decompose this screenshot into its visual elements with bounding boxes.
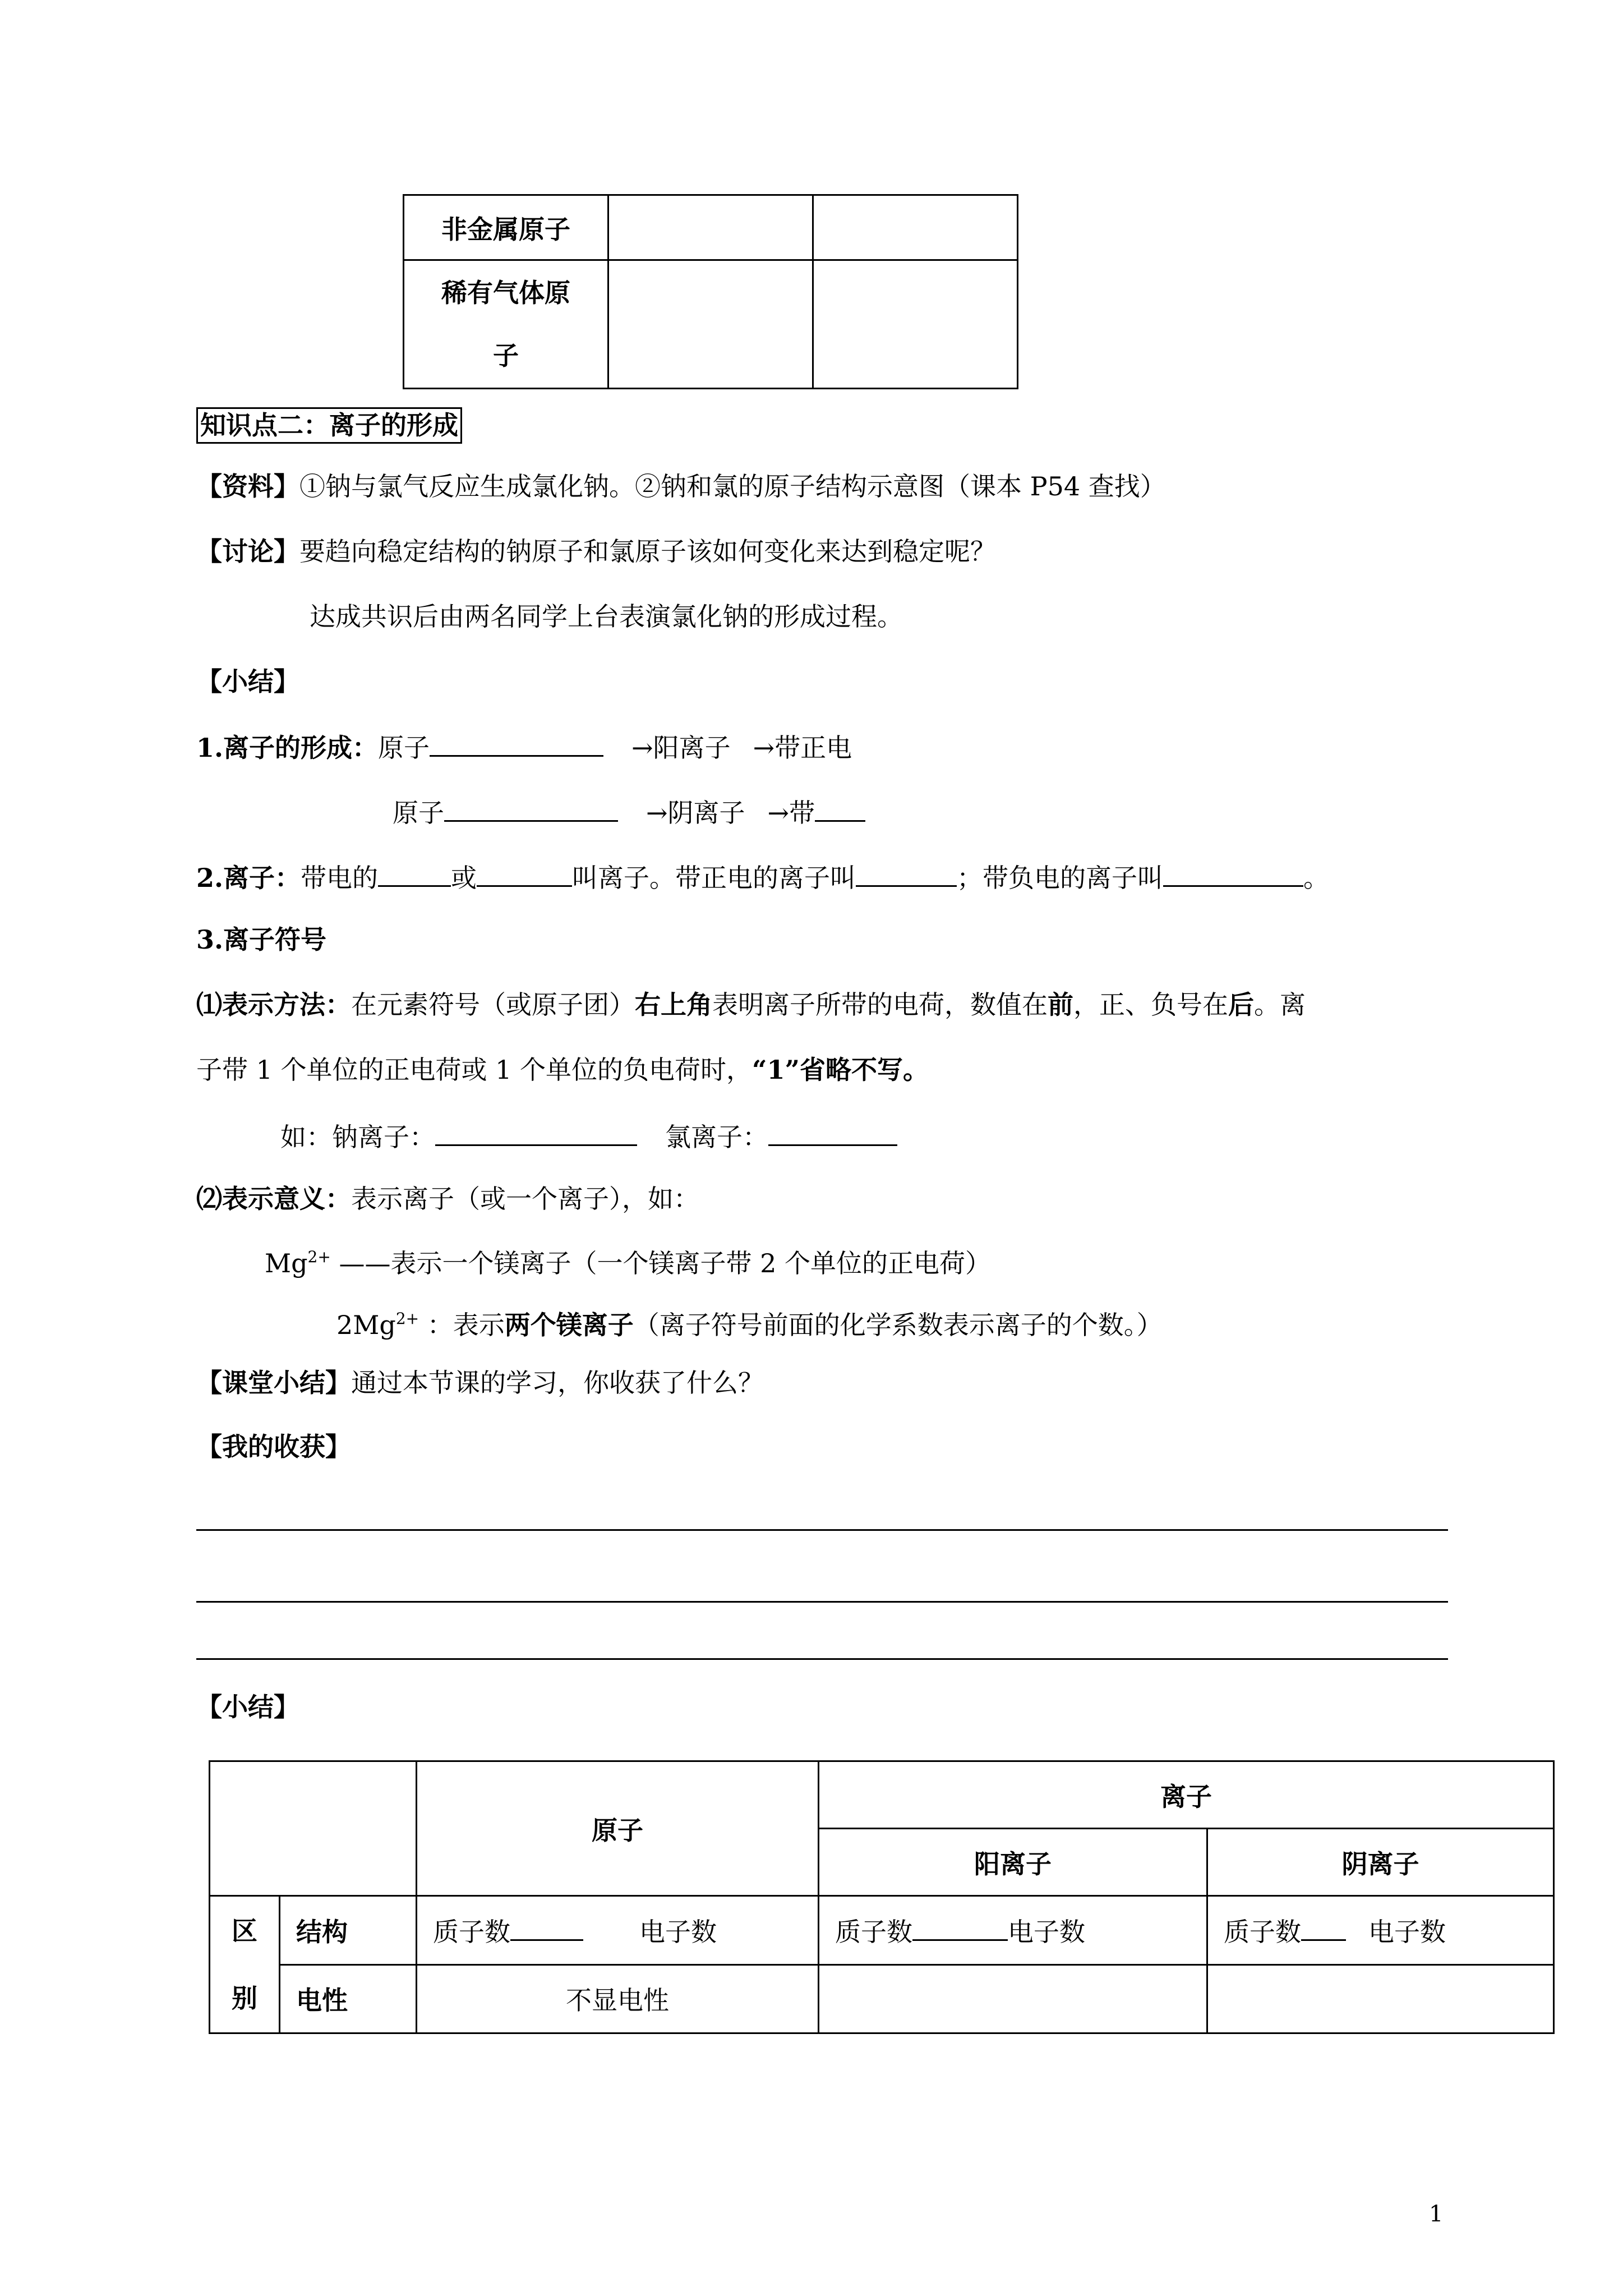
- page-number: 1: [1429, 2201, 1444, 2227]
- ion-formation-line2: 原子 →阴离子 →带: [393, 795, 865, 829]
- comparison-table: [209, 1760, 1555, 2034]
- header-anion: 阴离子: [1207, 1829, 1554, 1896]
- table-cell: [813, 195, 1018, 260]
- cation-structure: 质子数 电子数: [819, 1896, 1207, 1965]
- writing-line: [196, 1529, 1448, 1531]
- atom-structure: 质子数 电子数: [417, 1896, 819, 1965]
- discussion-tag: 【讨论】: [196, 536, 299, 567]
- discussion-line2: 达成共识后由两名同学上台表演氯化钠的形成过程。: [310, 601, 903, 632]
- table-cell: [608, 260, 813, 389]
- header-atom: 原子: [417, 1761, 819, 1896]
- element-table: [403, 194, 1018, 389]
- method-line2: 子带 1 个单位的正电荷或 1 个单位的负电荷时，“1”省略不写。: [196, 1055, 929, 1085]
- table-cell-nonmetal: 非金属原子: [404, 195, 608, 260]
- writing-line: [196, 1601, 1448, 1603]
- atom-charge: 不显电性: [417, 1964, 819, 2033]
- harvest-tag: 【我的收获】: [196, 1432, 351, 1462]
- table-cell: [608, 195, 813, 260]
- method-line1: ⑴表示方法：在元素符号（或原子团）右上角表明离子所带的电荷，数值在前，正、负号在后。离: [196, 990, 1306, 1020]
- example-line: 如：钠离子： 氯离子：: [280, 1120, 897, 1153]
- summary-tag: 【小结】: [196, 666, 299, 697]
- header-ion: 离子: [819, 1761, 1554, 1829]
- writing-line: [196, 1658, 1448, 1660]
- diff-cell: 区 别: [210, 1896, 280, 2033]
- materials-tag: 【资料】: [196, 471, 299, 501]
- ion-definition: 2.离子：带电的 或 叫离子。带正电的离子叫 ；带负电的离子叫 。: [196, 861, 1329, 894]
- row-label-charge: 电性: [280, 1964, 417, 2033]
- row-label-structure: 结构: [280, 1896, 417, 1965]
- discussion-paragraph: 【讨论】要趋向稳定结构的钠原子和氯原子该如何变化来达到稳定呢？: [196, 536, 996, 567]
- mg-ion-line: $Mg^{2+}$ ——表示一个镁离子（一个镁离子带 2 个单位的正电荷）: [265, 1248, 991, 1278]
- section-title: 知识点二：离子的形成: [196, 407, 462, 444]
- cation-charge: [819, 1964, 1207, 2033]
- ion-formation-line1: 1.离子的形成：原子 →阳离子 →带正电: [196, 730, 852, 763]
- table-cell-noble-gas: 稀有气体原 子: [404, 260, 608, 389]
- summary-tag-2: 【小结】: [196, 1692, 299, 1722]
- anion-structure: 质子数 电子数: [1207, 1896, 1554, 1965]
- two-mg-ion-line: $2Mg^{2+}$ ：表示两个镁离子（离子符号前面的化学系数表示离子的个数。）: [336, 1309, 1163, 1340]
- table-cell: [813, 260, 1018, 389]
- corner-cell: [210, 1761, 417, 1896]
- ion-symbol-title: 3.离子符号: [196, 924, 327, 955]
- header-cation: 阳离子: [819, 1829, 1207, 1896]
- materials-paragraph: 【资料】①钠与氯气反应生成氯化钠。②钠和氯的原子结构示意图（课本 P54 查找）: [196, 471, 1166, 501]
- class-summary: 【课堂小结】通过本节课的学习，你收获了什么？: [196, 1368, 764, 1398]
- anion-charge: [1207, 1964, 1554, 2033]
- meaning-line: ⑵表示意义：表示离子（或一个离子），如：: [196, 1184, 699, 1214]
